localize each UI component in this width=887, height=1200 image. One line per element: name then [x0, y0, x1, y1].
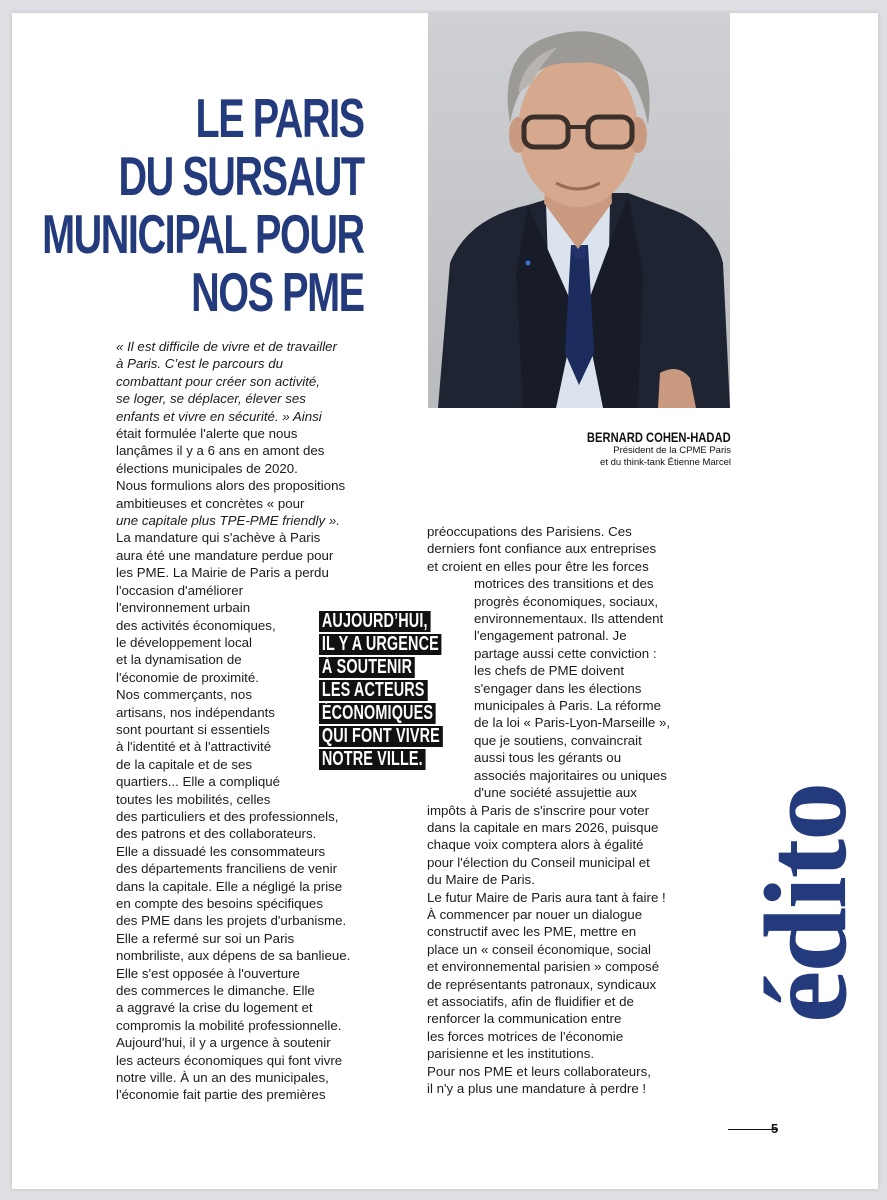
body-line: se loger, se déplacer, élever ses: [116, 391, 306, 407]
pull-quote-line: ÉCONOMIQUES: [319, 703, 436, 724]
body-line: d'une société assujettie aux: [474, 785, 637, 801]
body-line: sont pourtant si essentiels: [116, 721, 270, 737]
body-line: des patrons et des collaborateurs.: [116, 826, 317, 842]
headline-line: MUNICIPAL POUR: [42, 203, 364, 265]
body-line: Elle a refermé sur soi un Paris: [116, 930, 295, 946]
body-line: les acteurs économiques qui font vivre: [116, 1052, 343, 1068]
text-column-2: [427, 523, 670, 1097]
body-line: de représentants patronaux, syndicaux: [427, 976, 657, 992]
headline: [42, 89, 364, 321]
body-line: il n'y a plus une mandature à perdre !: [427, 1081, 647, 1096]
body-line: des PME dans les projets d'urbanisme.: [116, 913, 347, 929]
body-line: l'occasion d'améliorer: [116, 582, 244, 598]
body-line: l'économie fait partie des premières: [116, 1087, 326, 1103]
body-line: La mandature qui s'achève à Paris: [116, 530, 321, 546]
body-line: aura été une mandature perdue pour: [116, 547, 334, 563]
body-line: et la dynamisation de: [116, 652, 242, 668]
caption-title: et du think-tank Étienne Marcel: [600, 457, 731, 468]
body-line: dans la capitale en mars 2026, puisque: [427, 819, 659, 835]
body-line: aussi tous les gérants ou: [474, 750, 622, 766]
body-line: était formulée l'alerte que nous: [116, 426, 298, 442]
body-line: et associatifs, afin de fluidifier et de: [427, 993, 634, 1009]
caption-title: Président de la CPME Paris: [613, 445, 731, 456]
body-line: pour l'élection du Conseil municipal et: [427, 854, 650, 870]
body-line: quartiers... Elle a compliqué: [116, 774, 281, 790]
body-line: l'environnement urbain: [116, 600, 251, 616]
body-line: À commencer par nouer un dialogue: [427, 906, 643, 922]
body-line: à l'identité et à l'attractivité: [116, 739, 272, 755]
body-line: en compte des besoins spécifiques: [116, 896, 323, 911]
body-line: les PME. La Mairie de Paris a perdu: [116, 565, 329, 581]
body-line: du Maire de Paris.: [427, 872, 535, 888]
body-line: enfants et vivre en sécurité. » Ainsi: [116, 408, 322, 424]
body-line: artisans, nos indépendants: [116, 704, 275, 720]
body-line: l'engagement patronal. Je: [474, 628, 627, 644]
body-line: de la loi « Paris-Lyon-Marseille »,: [474, 715, 671, 731]
body-line: de la capitale et de ses: [116, 756, 253, 772]
body-line: constructif avec les PME, mettre en: [427, 924, 637, 940]
pull-quote-line: QUI FONT VIVRE: [319, 726, 443, 747]
body-line: préoccupations des Parisiens. Ces: [427, 524, 632, 539]
body-line: nombriliste, aux dépens de sa banlieue.: [116, 948, 351, 964]
body-line: que je soutiens, convaincrait: [474, 732, 642, 748]
body-line: impôts à Paris de s'inscrire pour voter: [427, 802, 650, 818]
body-line: lançâmes il y a 6 ans en amont des: [116, 443, 325, 459]
body-line: progrès économiques, sociaux,: [474, 593, 659, 609]
body-line: s'engager dans les élections: [474, 680, 642, 696]
body-line: compromis la mobilité professionnelle.: [116, 1017, 342, 1033]
body-line: parisienne et les institutions.: [427, 1046, 595, 1062]
headline-line: NOS PME: [191, 261, 364, 323]
body-line: toutes les mobilités, celles: [116, 791, 271, 807]
body-line: Elle a dissuadé les consommateurs: [116, 843, 326, 859]
body-line: notre ville. À un an des municipales,: [116, 1070, 329, 1086]
body-line: partage aussi cette conviction :: [474, 645, 657, 661]
photo-caption: [551, 429, 731, 469]
portrait-illustration: [428, 13, 730, 408]
pull-quote-line: IL Y A URGENCE: [319, 634, 442, 655]
body-line: des activités économiques,: [116, 617, 276, 633]
body-line: environnementaux. Ils attendent: [474, 611, 664, 627]
body-line: municipales à Paris. La réforme: [474, 698, 661, 714]
body-line: associés majoritaires ou uniques: [474, 767, 667, 783]
body-line: les forces motrices de l'économie: [427, 1028, 624, 1044]
body-line: place un « conseil économique, social: [427, 941, 651, 957]
magazine-page: [12, 13, 878, 1189]
pull-quote-line: NOTRE VILLE.: [319, 749, 426, 770]
body-line: motrices des transitions et des: [474, 576, 654, 592]
caption-name: BERNARD COHEN-HADAD: [587, 429, 731, 445]
body-line: dans la capitale. Elle a négligé la prise: [116, 878, 343, 894]
body-line: Nos commerçants, nos: [116, 687, 252, 703]
body-line: renforcer la communication entre: [427, 1011, 622, 1027]
edito-label: édito: [740, 783, 871, 1023]
body-line: Elle s'est opposée à l'ouverture: [116, 965, 300, 981]
pull-quote-line: À SOUTENIR: [319, 657, 415, 678]
body-line: Pour nos PME et leurs collaborateurs,: [427, 1063, 651, 1079]
body-line: « Il est difficile de vivre et de travailler: [116, 339, 337, 354]
body-line: a aggravé la crise du logement et: [116, 1000, 313, 1016]
body-line: Aujourd'hui, il y a urgence à soutenir: [116, 1035, 331, 1051]
body-line: des particuliers et des professionnels,: [116, 808, 339, 824]
pull-quote: [319, 611, 491, 772]
body-line: ambitieuses et concrètes « pour: [116, 495, 305, 511]
body-line: chaque voix comptera alors à égalité: [427, 837, 644, 853]
text-column-1: [116, 338, 350, 1104]
body-line: une capitale plus TPE-PME friendly ».: [116, 513, 340, 529]
pull-quote-line: LES ACTEURS: [319, 680, 427, 701]
portrait-photo: [428, 13, 730, 408]
body-line: le développement local: [116, 634, 253, 650]
pull-quote-line: AUJOURD’HUI,: [319, 611, 430, 632]
body-line: l'économie de proximité.: [116, 669, 259, 685]
body-line: et croient en elles pour être les forces: [427, 558, 649, 574]
body-line: Le futur Maire de Paris aura tant à faire !: [427, 889, 666, 905]
body-line: des départements franciliens de venir: [116, 861, 337, 877]
body-line: élections municipales de 2020.: [116, 460, 298, 476]
body-line: les chefs de PME doivent: [474, 663, 625, 679]
page-number: 5: [771, 1121, 779, 1136]
body-line: à Paris. C’est le parcours du: [116, 356, 284, 372]
body-line: et environnemental parisien » composé: [427, 959, 660, 975]
headline-line: DU SURSAUT: [118, 145, 364, 207]
body-line: derniers font confiance aux entreprises: [427, 541, 657, 557]
body-line: des commerces le dimanche. Elle: [116, 983, 315, 999]
headline-line: LE PARIS: [195, 87, 364, 149]
body-line: combattant pour créer son activité,: [116, 373, 320, 389]
body-line: Nous formulions alors des propositions: [116, 478, 346, 494]
